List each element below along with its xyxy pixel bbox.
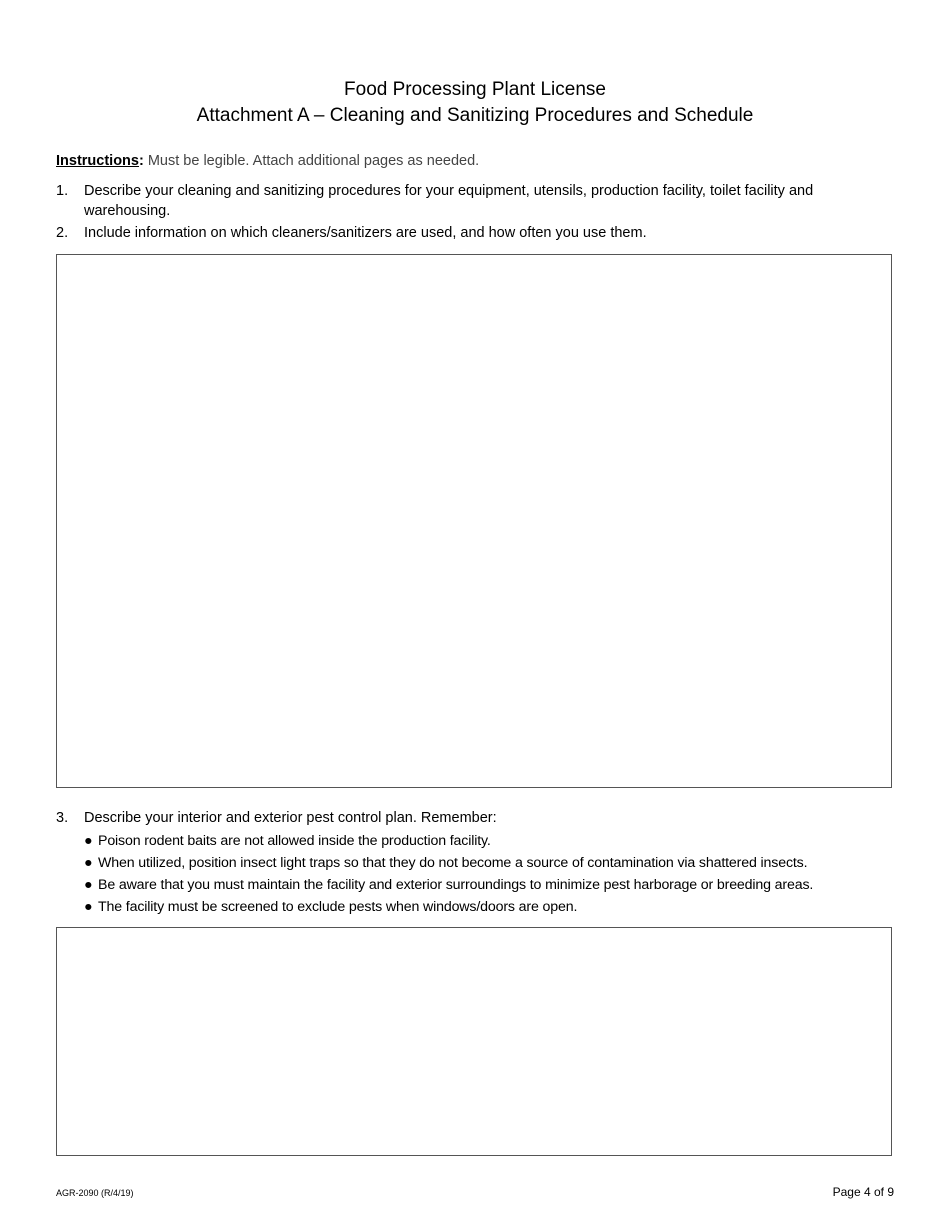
instructions-label: Instructions — [56, 153, 139, 169]
bullet-icon: ● — [84, 899, 93, 915]
bullet-text: When utilized, position insect light traps so that they do not become a source of contamination via shattered insects. — [98, 855, 808, 871]
bullet-item — [84, 830, 914, 852]
list-item-text: Describe your cleaning and sanitizing procedures for your equipment, utensils, production facility, toilet facility and warehousing. — [84, 183, 814, 219]
list-item-number: 2. — [56, 225, 69, 241]
bullet-text: Be aware that you must maintain the facility and exterior surroundings to minimize pest harborage or breeding areas. — [98, 877, 814, 893]
instructions-text: Must be legible. Attach additional pages as needed. — [143, 153, 480, 169]
list-item-number: 1. — [56, 183, 69, 199]
bullet-item — [84, 852, 914, 874]
pest-control-answer-box[interactable] — [56, 927, 892, 1156]
page-number: Page 4 of 9 — [832, 1185, 894, 1199]
list-item-text: Describe your interior and exterior pest control plan. Remember: — [84, 810, 497, 826]
bullet-icon: ● — [84, 855, 93, 871]
pest-control-reminders — [84, 830, 914, 918]
list-item-number: 3. — [56, 810, 69, 826]
bullet-icon: ● — [84, 833, 93, 849]
page-subtitle: Attachment A – Cleaning and Sanitizing Procedures and Schedule — [196, 105, 754, 126]
cleaning-procedures-answer-box[interactable] — [56, 254, 892, 788]
list-item-1 — [56, 181, 896, 221]
bullet-item — [84, 874, 914, 896]
instructions — [56, 151, 479, 171]
bullet-item — [84, 896, 914, 918]
form-number: AGR-2090 (R/4/19) — [56, 1188, 134, 1198]
bullet-text: Poison rodent baits are not allowed inside the production facility. — [98, 833, 491, 849]
list-item-3 — [56, 808, 896, 828]
list-item-text: Include information on which cleaners/sanitizers are used, and how often you use them. — [84, 225, 647, 241]
list-item-2 — [56, 223, 896, 243]
page-title: Food Processing Plant License — [344, 79, 606, 100]
instructions-colon: : — [138, 153, 144, 169]
bullet-text: The facility must be screened to exclude pests when windows/doors are open. — [98, 899, 578, 915]
bullet-icon: ● — [84, 877, 93, 893]
